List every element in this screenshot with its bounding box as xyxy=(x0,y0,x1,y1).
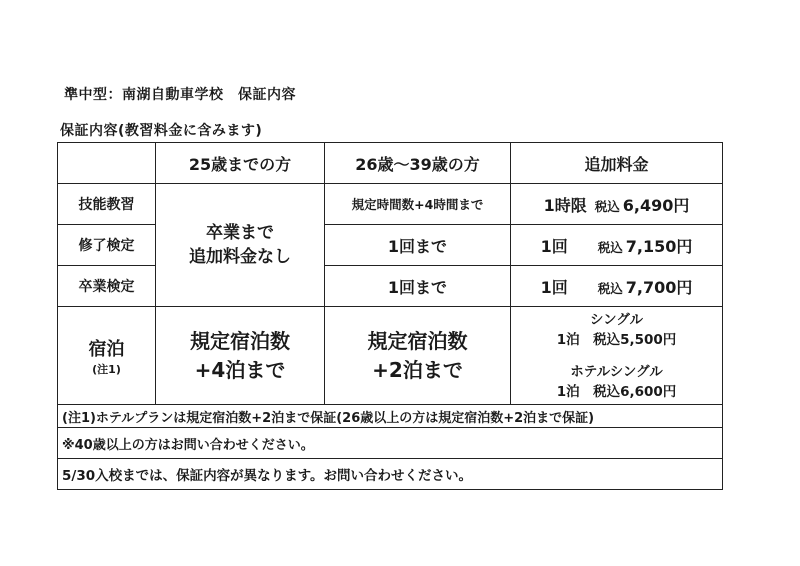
row-label-completion-exam: 修了検定 xyxy=(58,225,156,266)
header-age26-39: 26歳～39歳の方 xyxy=(325,143,511,184)
note-row xyxy=(58,405,723,428)
stay-age26 xyxy=(325,307,511,405)
hotel-single-rate: 1泊 税込6,600円 xyxy=(556,383,677,400)
note-row xyxy=(58,459,723,490)
completion-exam-age26: 1回まで xyxy=(325,225,511,266)
fee-unit: 1時限 xyxy=(543,195,587,215)
stay-age26-line2: +2泊まで xyxy=(372,357,463,382)
header-extra-fee: 追加料金 xyxy=(511,143,723,184)
note-before-5-30: 5/30入校までは、保証内容が異なります。お問い合わせください。 xyxy=(58,459,723,490)
row-label-stay xyxy=(58,307,156,405)
skill-lessons-age26: 規定時間数+4時間まで xyxy=(325,184,511,225)
table-row xyxy=(58,184,723,225)
fee-unit: 1回 xyxy=(540,277,568,297)
stay-label: 宿泊 xyxy=(88,338,125,360)
graduation-exam-age26: 1回まで xyxy=(325,266,511,307)
stay-age26-line1: 規定宿泊数 xyxy=(367,328,468,353)
table-row-stay xyxy=(58,307,723,405)
note-row xyxy=(58,428,723,459)
stay-under25-line1: 規定宿泊数 xyxy=(190,328,290,353)
completion-exam-fee xyxy=(511,225,723,266)
single-title: シングル xyxy=(590,311,643,328)
header-empty-cell xyxy=(58,143,156,184)
guarantee-table xyxy=(57,142,723,490)
fee-tax-label: 税込 xyxy=(597,239,623,255)
single-rate: 1泊 税込5,500円 xyxy=(556,331,677,348)
row-label-graduation-exam: 卒業検定 xyxy=(58,266,156,307)
row-label-skill-lessons: 技能教習 xyxy=(58,184,156,225)
stay-under25 xyxy=(156,307,325,405)
fee-amount: 7,700円 xyxy=(625,277,693,297)
fee-unit: 1回 xyxy=(540,236,568,256)
document-title: 準中型：南湖自動車学校 保証内容 xyxy=(64,87,296,103)
under25-no-extra-fee xyxy=(156,184,325,307)
merged-line-1: 卒業まで xyxy=(206,223,274,243)
document-subtitle: 保証内容(教習料金に含みます) xyxy=(60,123,263,139)
graduation-exam-fee xyxy=(511,266,723,307)
header-under25: 25歳までの方 xyxy=(156,143,325,184)
fee-amount: 7,150円 xyxy=(625,236,693,256)
skill-lessons-fee xyxy=(511,184,723,225)
stay-label-note: (注1) xyxy=(92,362,121,376)
note-hotel-plan: (注1)ホテルプランは規定宿泊数+2泊まで保証(26歳以上の方は規定宿泊数+2泊まで保証) xyxy=(58,405,723,428)
merged-line-2: 追加料金なし xyxy=(189,247,291,267)
header-row xyxy=(58,143,723,184)
fee-tax-label: 税込 xyxy=(594,198,620,214)
stay-extra-fee xyxy=(511,307,723,405)
hotel-single-title: ホテルシングル xyxy=(570,363,663,380)
fee-amount: 6,490円 xyxy=(622,195,690,215)
rate-spacer xyxy=(511,350,722,362)
note-over-40: ※40歳以上の方はお問い合わせください。 xyxy=(58,428,723,459)
fee-tax-label: 税込 xyxy=(597,280,623,296)
stay-under25-line2: +4泊まで xyxy=(194,357,286,382)
